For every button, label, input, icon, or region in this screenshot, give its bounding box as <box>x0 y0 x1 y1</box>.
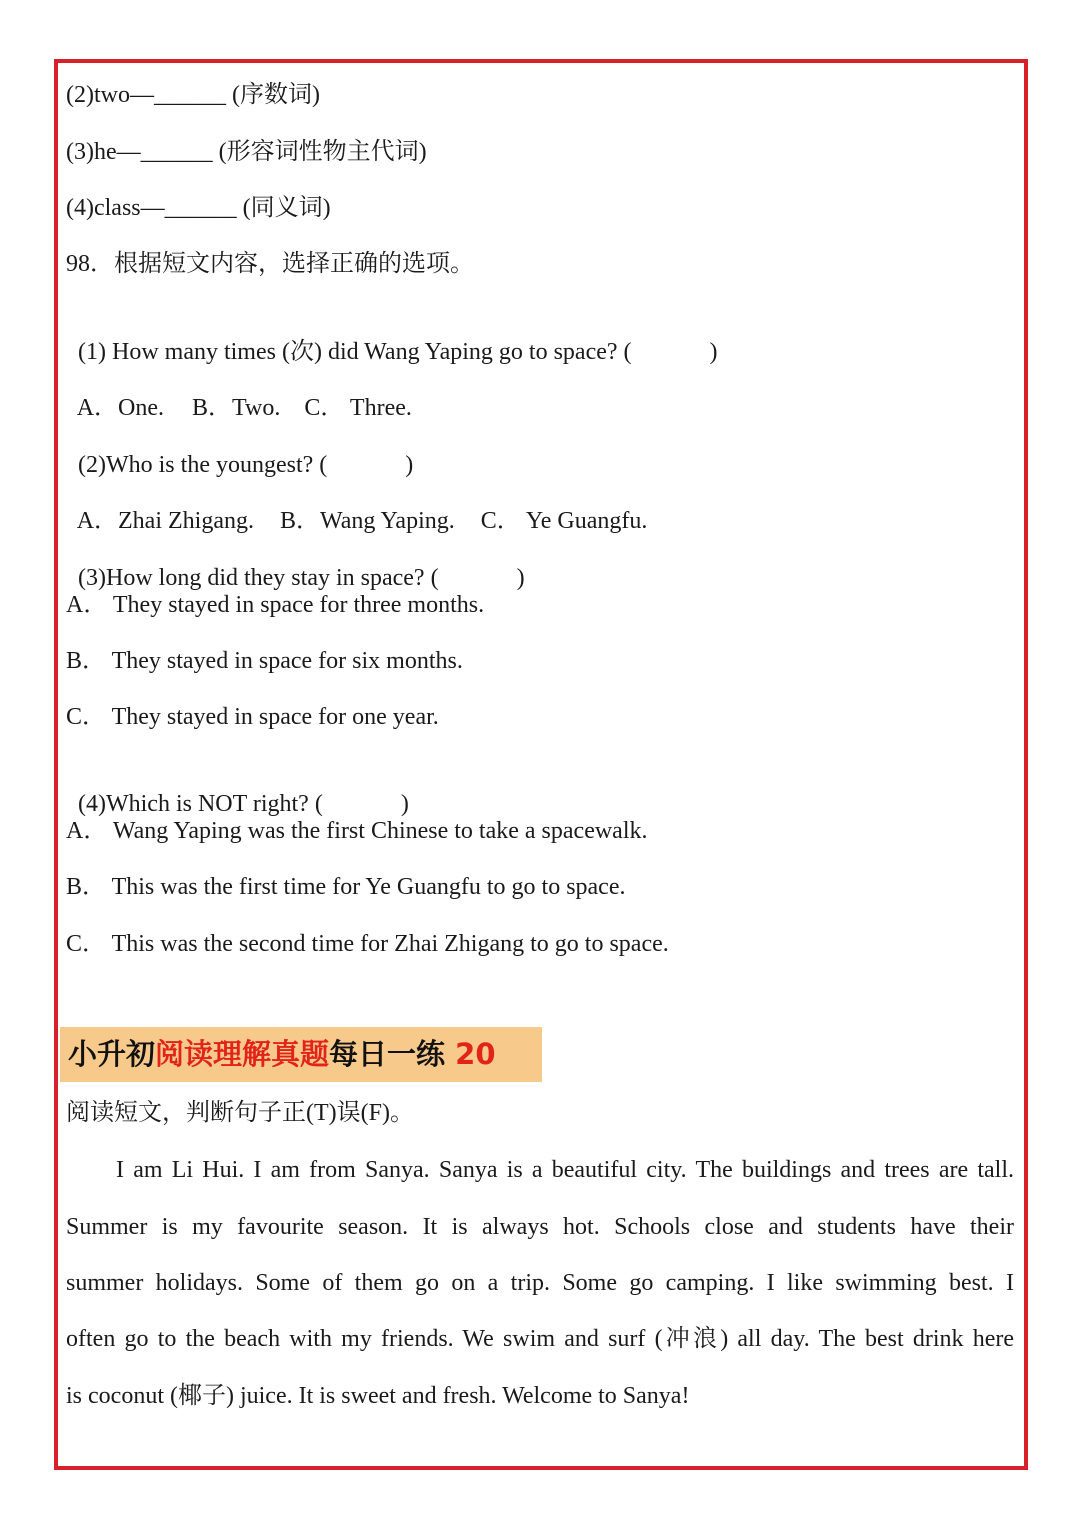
answer-paren-close: ) <box>400 791 409 817</box>
answer-paren-close: ) <box>709 339 718 365</box>
question-4 <box>66 759 409 819</box>
question-1-options <box>66 363 412 423</box>
question-text: (3)How long did they stay in space? ( <box>78 565 439 591</box>
option-c: C． This was the second time for Zhai Zhigang to go to space. <box>66 931 669 957</box>
question-1 <box>66 307 718 367</box>
answer-paren-close: ) <box>516 565 525 591</box>
passage-line: I am Li Hui. I am from Sanya. Sanya is a beautiful city. The buildings and trees are tall. <box>116 1157 1014 1183</box>
daily-practice-banner <box>60 1027 542 1082</box>
banner-suffix: 每日一练 <box>329 1037 446 1071</box>
answer-paren-close: ) <box>405 452 414 478</box>
question-2 <box>66 420 413 480</box>
passage-line: is coconut (椰子) juice. It is sweet and fresh. Welcome to Sanya! <box>66 1383 690 1409</box>
passage-line: summer holidays. Some of them go on a trip. Some go camping. I like swimming best. I <box>66 1270 1014 1296</box>
option-a: A． Wang Yaping was the first Chinese to take a spacewalk. <box>66 818 648 844</box>
banner-prefix: 小升初 <box>68 1037 156 1071</box>
question-text: (1) How many times (次) did Wang Yaping go to space? ( <box>78 339 632 365</box>
question-98-heading: 98．根据短文内容，选择正确的选项。 <box>66 251 474 277</box>
option-c: C． Three. <box>304 395 412 421</box>
question-2-options <box>66 476 647 536</box>
option-c: C． They stayed in space for one year. <box>66 704 439 730</box>
word-form-item: (4)class—______ (同义词) <box>66 195 331 221</box>
option-b: B． They stayed in space for six months. <box>66 648 463 674</box>
option-b: B． This was the first time for Ye Guangfu to go to space. <box>66 874 626 900</box>
option-b: B．Wang Yaping. <box>279 508 455 534</box>
banner-highlight: 阅读理解真题 <box>155 1037 330 1071</box>
option-a: A．One. <box>76 395 165 421</box>
banner-number: 20 <box>455 1037 496 1071</box>
passage-line: Summer is my favourite season. It is always hot. Schools close and students have their <box>66 1214 1014 1240</box>
question-text: (2)Who is the youngest? ( <box>78 452 328 478</box>
question-3 <box>66 533 525 593</box>
option-a: A． They stayed in space for three months. <box>66 592 485 618</box>
reading-instruction: 阅读短文，判断句子正(T)误(F)。 <box>66 1100 414 1126</box>
option-c: C． Ye Guangfu. <box>480 508 648 534</box>
word-form-item: (2)two—______ (序数词) <box>66 82 320 108</box>
word-form-item: (3)he—______ (形容词性物主代词) <box>66 139 427 165</box>
option-a: A．Zhai Zhigang. <box>76 508 254 534</box>
option-b: B．Two. <box>192 395 281 421</box>
question-text: (4)Which is NOT right? ( <box>78 791 323 817</box>
passage-line: often go to the beach with my friends. We swim and surf (冲浪) all day. The best drink here <box>66 1326 1014 1352</box>
